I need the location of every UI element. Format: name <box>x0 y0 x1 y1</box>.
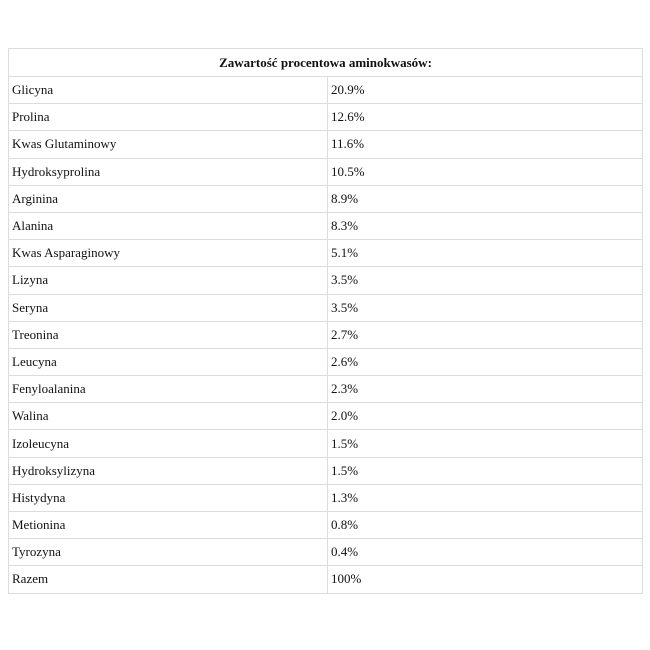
table-row <box>9 512 643 539</box>
amino-acid-name-cell: Razem <box>9 566 328 593</box>
amino-acid-name-cell: Prolina <box>9 104 328 131</box>
amino-acid-percentage-cell: 2.6% <box>328 348 643 375</box>
table-row <box>9 321 643 348</box>
amino-acid-name-cell: Tyrozyna <box>9 539 328 566</box>
amino-acid-name-cell: Treonina <box>9 321 328 348</box>
amino-acid-table <box>8 48 643 594</box>
amino-acid-percentage-cell: 10.5% <box>328 158 643 185</box>
table-row <box>9 185 643 212</box>
amino-acid-percentage-cell: 3.5% <box>328 294 643 321</box>
table-header-row <box>9 49 643 77</box>
table-row <box>9 77 643 104</box>
amino-acid-percentage-cell: 1.3% <box>328 484 643 511</box>
amino-acid-name-cell: Alanina <box>9 212 328 239</box>
amino-acid-percentage-cell: 20.9% <box>328 77 643 104</box>
table-row <box>9 348 643 375</box>
amino-acid-percentage-cell: 8.3% <box>328 212 643 239</box>
table-row <box>9 131 643 158</box>
amino-acid-name-cell: Histydyna <box>9 484 328 511</box>
amino-acid-name-cell: Walina <box>9 403 328 430</box>
table-row <box>9 566 643 593</box>
amino-acid-table-container <box>8 48 642 594</box>
table-row <box>9 240 643 267</box>
amino-acid-percentage-cell: 2.3% <box>328 376 643 403</box>
amino-acid-percentage-cell: 8.9% <box>328 185 643 212</box>
amino-acid-percentage-cell: 1.5% <box>328 457 643 484</box>
amino-acid-name-cell: Izoleucyna <box>9 430 328 457</box>
amino-acid-percentage-cell: 5.1% <box>328 240 643 267</box>
amino-acid-percentage-cell: 2.0% <box>328 403 643 430</box>
table-row <box>9 294 643 321</box>
table-row <box>9 457 643 484</box>
table-row <box>9 539 643 566</box>
amino-acid-name-cell: Lizyna <box>9 267 328 294</box>
amino-acid-percentage-cell: 0.8% <box>328 512 643 539</box>
amino-acid-name-cell: Arginina <box>9 185 328 212</box>
amino-acid-name-cell: Hydroksylizyna <box>9 457 328 484</box>
table-row <box>9 267 643 294</box>
amino-acid-percentage-cell: 2.7% <box>328 321 643 348</box>
amino-acid-percentage-cell: 1.5% <box>328 430 643 457</box>
amino-acid-name-cell: Seryna <box>9 294 328 321</box>
amino-acid-name-cell: Kwas Asparaginowy <box>9 240 328 267</box>
amino-acid-percentage-cell: 0.4% <box>328 539 643 566</box>
amino-acid-name-cell: Hydroksyprolina <box>9 158 328 185</box>
table-body <box>9 77 643 594</box>
table-row <box>9 484 643 511</box>
table-title: Zawartość procentowa aminokwasów: <box>9 49 643 77</box>
amino-acid-name-cell: Kwas Glutaminowy <box>9 131 328 158</box>
table-row <box>9 403 643 430</box>
amino-acid-percentage-cell: 3.5% <box>328 267 643 294</box>
amino-acid-name-cell: Leucyna <box>9 348 328 375</box>
table-row <box>9 104 643 131</box>
table-row <box>9 376 643 403</box>
amino-acid-name-cell: Fenyloalanina <box>9 376 328 403</box>
table-row <box>9 430 643 457</box>
table-row <box>9 212 643 239</box>
table-row <box>9 158 643 185</box>
amino-acid-percentage-cell: 100% <box>328 566 643 593</box>
amino-acid-percentage-cell: 12.6% <box>328 104 643 131</box>
amino-acid-percentage-cell: 11.6% <box>328 131 643 158</box>
amino-acid-name-cell: Glicyna <box>9 77 328 104</box>
amino-acid-name-cell: Metionina <box>9 512 328 539</box>
